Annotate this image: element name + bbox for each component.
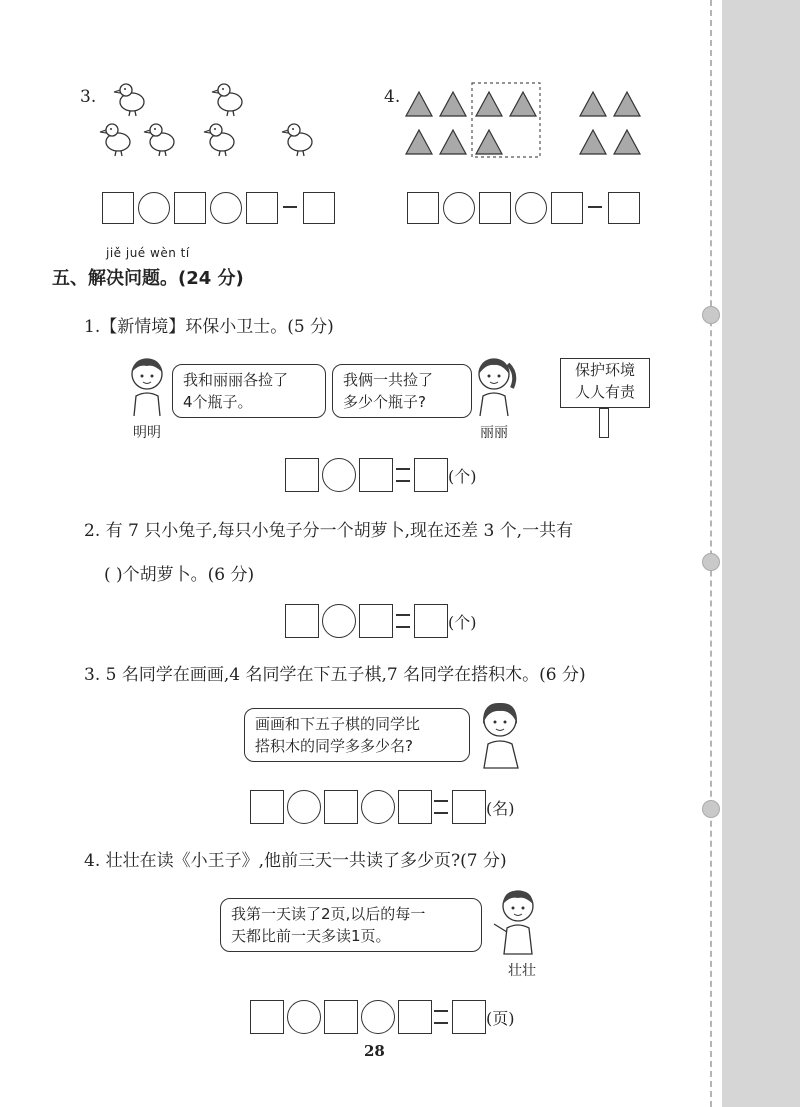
answer-box[interactable] <box>250 1000 284 1034</box>
answer-box[interactable] <box>359 604 393 638</box>
page-margin-sidebar <box>722 0 800 1107</box>
operator-circle[interactable] <box>322 604 356 638</box>
item-4-number: 4. <box>384 87 401 107</box>
binder-hole-icon <box>702 800 720 818</box>
equals-sign <box>434 800 448 814</box>
operator-circle[interactable] <box>361 790 395 824</box>
sign-line: 人人有责 <box>574 383 635 401</box>
operator-circle[interactable] <box>515 192 547 224</box>
q2-unit: (个) <box>448 613 477 632</box>
answer-box[interactable] <box>250 790 284 824</box>
lili-speech-bubble <box>332 364 472 418</box>
operator-circle[interactable] <box>138 192 170 224</box>
answer-box[interactable] <box>407 192 439 224</box>
mingming-speech-bubble <box>172 364 326 418</box>
operator-circle[interactable] <box>210 192 242 224</box>
sign-line: 保护环境 <box>574 361 635 379</box>
answer-box[interactable] <box>479 192 511 224</box>
equals-sign <box>283 206 297 208</box>
equals-sign <box>434 1010 448 1024</box>
q3-unit: (名) <box>486 799 515 818</box>
item-3-number: 3. <box>80 87 97 107</box>
section-title: 五、解决问题。(24 分) <box>52 268 244 289</box>
speech-line: 画画和下五子棋的同学比 <box>255 715 421 733</box>
operator-circle[interactable] <box>287 790 321 824</box>
environment-sign <box>560 358 650 408</box>
answer-box[interactable] <box>324 1000 358 1034</box>
speech-line: 我和丽丽各捡了 <box>183 371 289 389</box>
answer-box[interactable] <box>398 790 432 824</box>
q2-text-line2: ( )个胡萝卜。(6 分) <box>104 565 255 585</box>
answer-box[interactable] <box>398 1000 432 1034</box>
answer-box[interactable] <box>452 790 486 824</box>
q2-text-line1: 2. 有 7 只小兔子,每只小兔子分一个胡萝卜,现在还差 3 个,一共有 <box>84 521 574 541</box>
equals-sign <box>588 206 602 208</box>
q4-speech-bubble <box>220 898 482 952</box>
answer-box[interactable] <box>452 1000 486 1034</box>
answer-box[interactable] <box>359 458 393 492</box>
girl-avatar <box>472 698 532 772</box>
q4-unit: (页) <box>486 1009 515 1028</box>
triangles-illustration <box>400 80 650 160</box>
operator-circle[interactable] <box>443 192 475 224</box>
answer-box[interactable] <box>285 604 319 638</box>
speech-line: 4个瓶子。 <box>183 393 253 411</box>
binder-hole-icon <box>702 306 720 324</box>
section-pinyin: jiě jué wèn tí <box>106 246 190 260</box>
lili-name: 丽丽 <box>480 425 508 441</box>
answer-box[interactable] <box>324 790 358 824</box>
equals-sign <box>396 468 410 482</box>
answer-box[interactable] <box>414 604 448 638</box>
q3-text: 3. 5 名同学在画画,4 名同学在下五子棋,7 名同学在搭积木。(6 分) <box>84 665 586 685</box>
answer-box[interactable] <box>608 192 640 224</box>
answer-box[interactable] <box>174 192 206 224</box>
operator-circle[interactable] <box>361 1000 395 1034</box>
q3-speech-bubble <box>244 708 470 762</box>
zhuangzhuang-avatar <box>488 886 548 958</box>
speech-line: 多少个瓶子? <box>343 393 426 411</box>
ducks-illustration <box>96 80 336 172</box>
answer-box[interactable] <box>414 458 448 492</box>
operator-circle[interactable] <box>287 1000 321 1034</box>
mingming-avatar <box>122 354 172 420</box>
operator-circle[interactable] <box>322 458 356 492</box>
q4-text: 4. 壮壮在读《小王子》,他前三天一共读了多少页?(7 分) <box>84 851 507 871</box>
mingming-name: 明明 <box>133 425 161 441</box>
q1-unit: (个) <box>448 467 477 486</box>
page-number: 28 <box>364 1042 385 1060</box>
answer-box[interactable] <box>303 192 335 224</box>
binder-hole-icon <box>702 553 720 571</box>
speech-line: 我第一天读了2页,以后的每一 <box>231 905 426 923</box>
answer-box[interactable] <box>551 192 583 224</box>
answer-box[interactable] <box>102 192 134 224</box>
speech-line: 我俩一共捡了 <box>343 371 434 389</box>
zhuangzhuang-name: 壮壮 <box>508 963 536 979</box>
sign-post <box>599 408 609 438</box>
answer-box[interactable] <box>246 192 278 224</box>
answer-box[interactable] <box>285 458 319 492</box>
speech-line: 搭积木的同学多多少名? <box>255 737 413 755</box>
equals-sign <box>396 614 410 628</box>
q1-text: 1.【新情境】环保小卫士。(5 分) <box>84 317 334 337</box>
speech-line: 天都比前一天多读1页。 <box>231 927 391 945</box>
lili-avatar <box>468 354 524 420</box>
